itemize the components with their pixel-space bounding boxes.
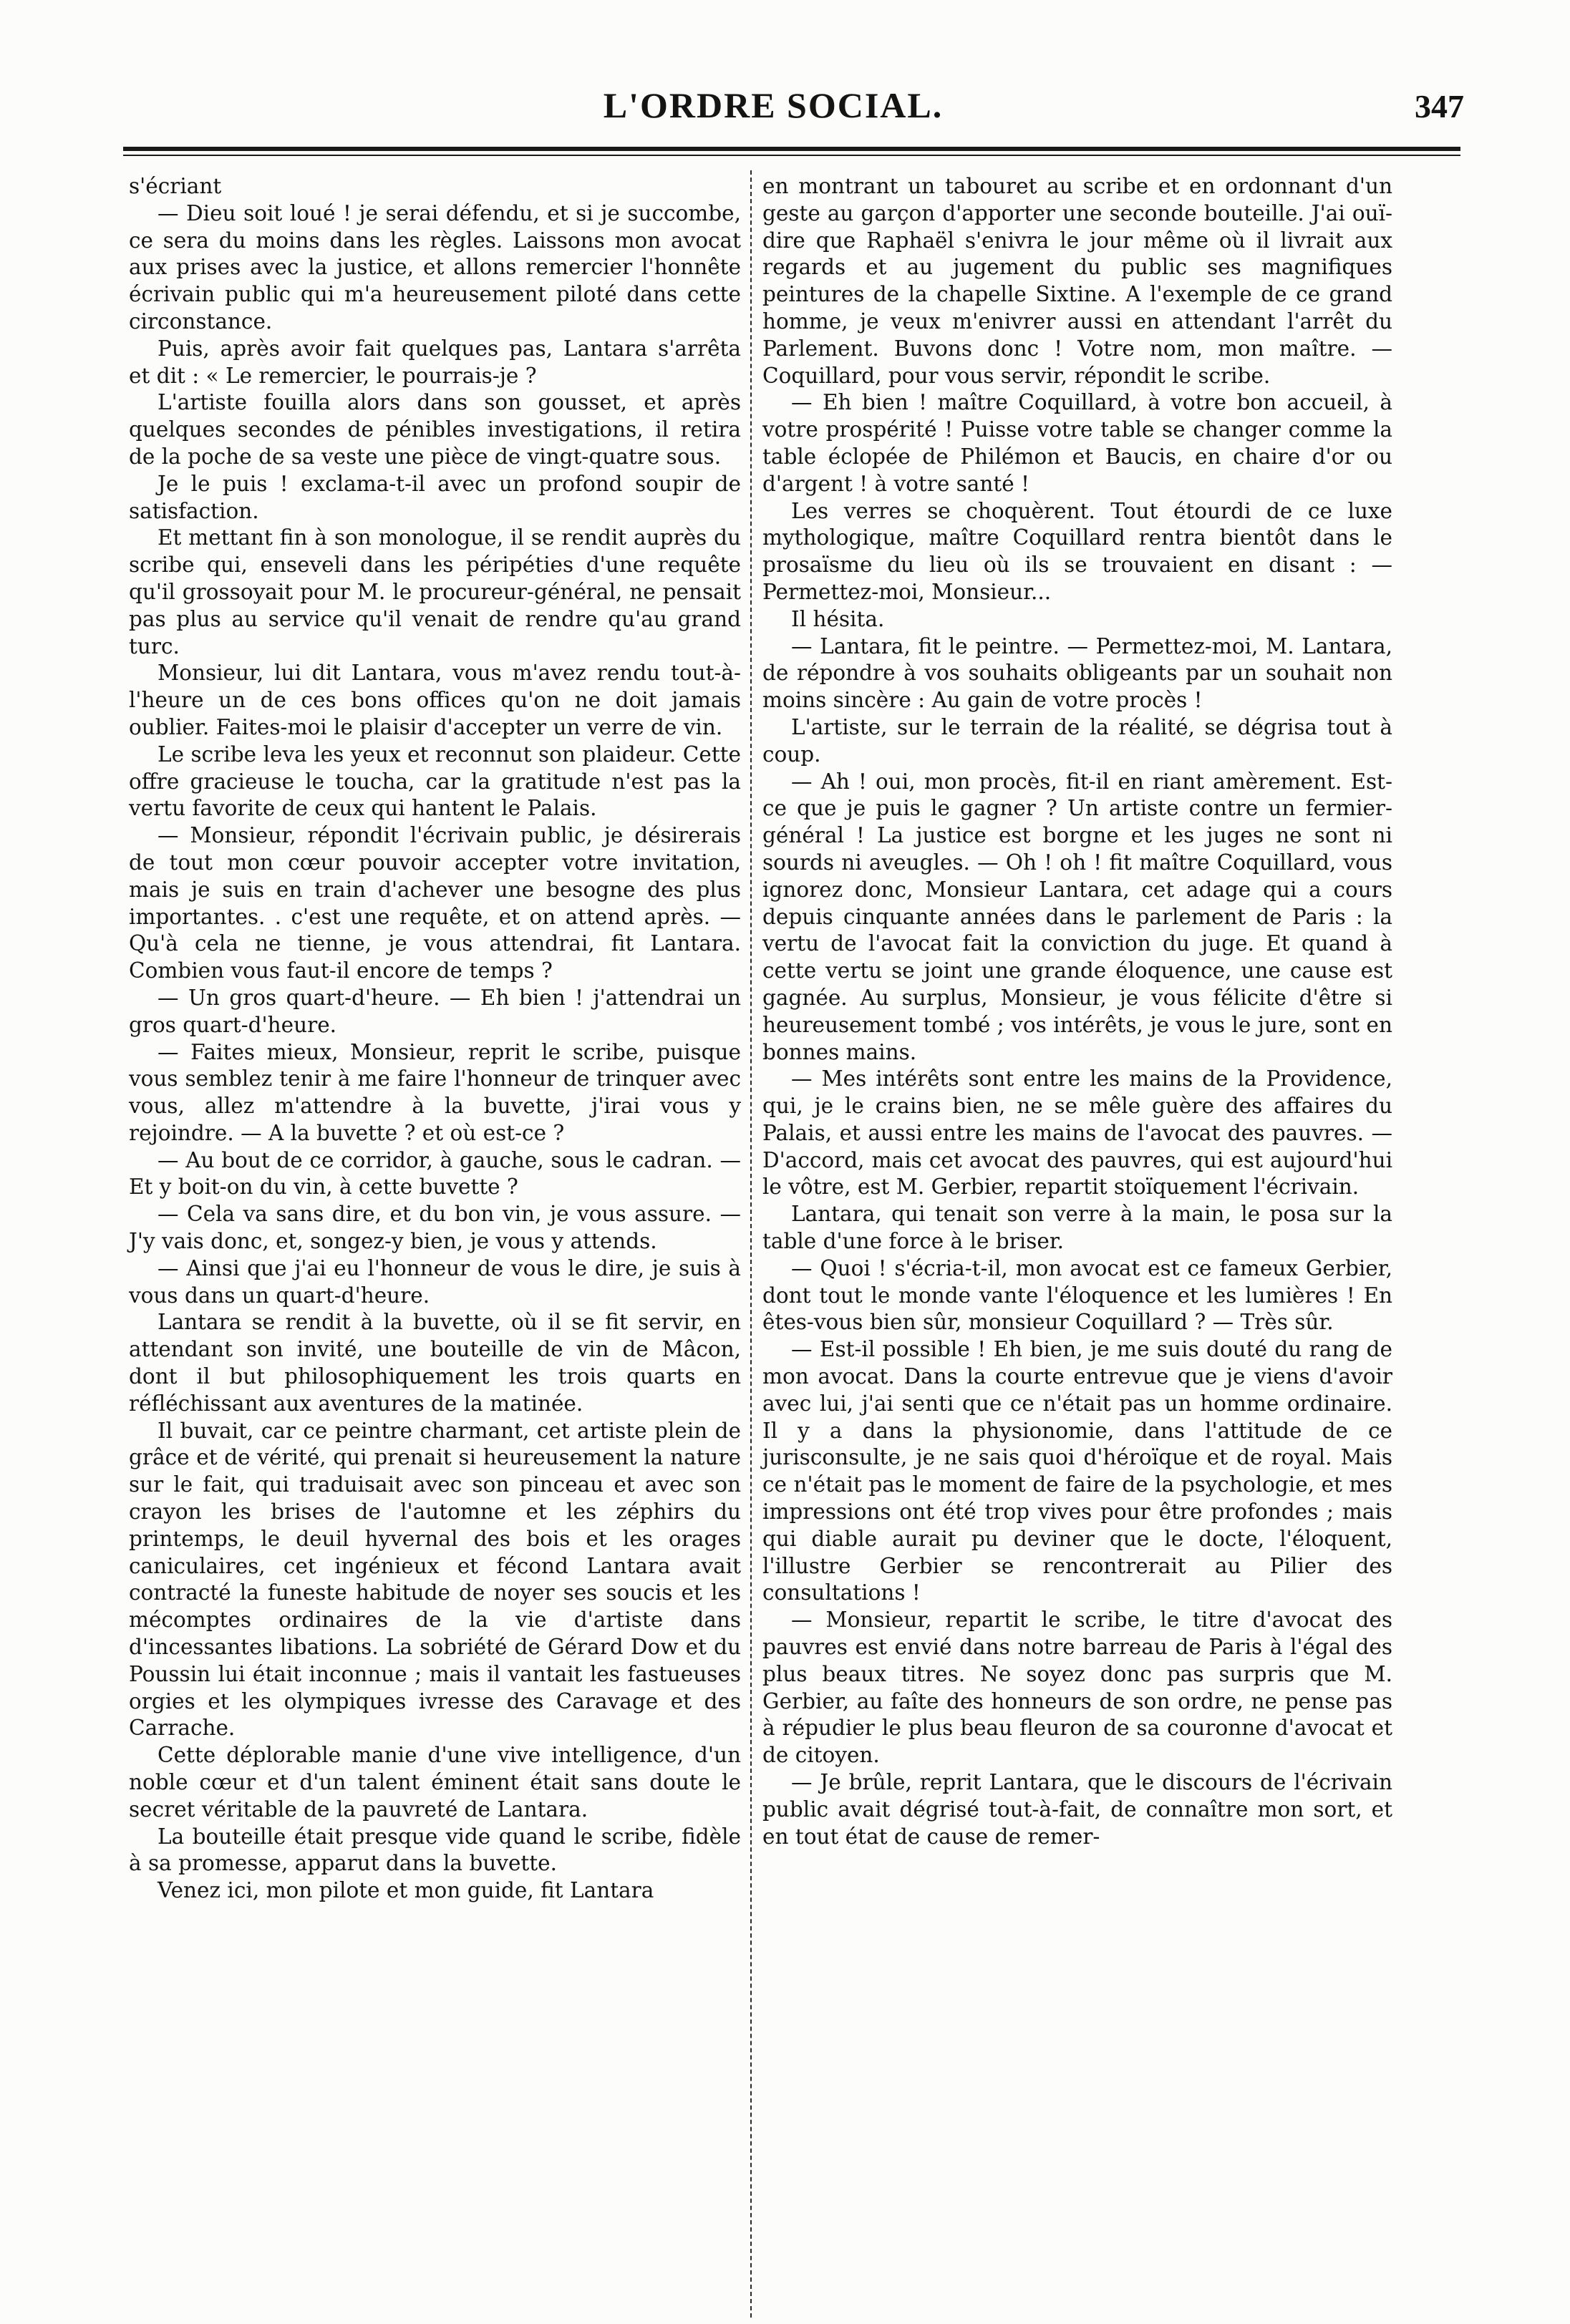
- paragraph: — Au bout de ce corridor, à gauche, sous le cadran. — Et y boit-on du vin, à cette buvette ?: [129, 1147, 741, 1200]
- paragraph: — Monsieur, répondit l'écrivain public, je désirerais de tout mon cœur pouvoir accepter votre invitation, mais je suis en train d'achever une besogne des plus importantes. . c'est une requête, et on attend après. — Qu'à cela ne tienne, je vous attendrai, fit Lantara. Combien vous faut-il encore de temps ?: [129, 823, 741, 983]
- paragraph: L'artiste fouilla alors dans son gousset, et après quelques secondes de pénibles investigations, il retira de la poche de sa veste une pièce de vingt-quatre sous.: [129, 390, 741, 469]
- paragraph: — Cela va sans dire, et du bon vin, je vous assure. — J'y vais donc, et, songez-y bien, je vous y attends.: [129, 1202, 741, 1254]
- paragraph: Il hésita.: [791, 606, 885, 631]
- paragraph: s'écriant: [129, 174, 222, 198]
- paragraph: — Eh bien ! maître Coquillard, à votre bon accueil, à votre prospérité ! Puisse votre table se changer comme la table éclopée de Philémon et Baucis, en chaire d'or ou d'argent ! à votre santé !: [762, 390, 1392, 496]
- paragraph: Je le puis ! exclama-t-il avec un profond soupir de satisfaction.: [129, 471, 741, 523]
- paragraph: — Quoi ! s'écria-t-il, mon avocat est ce fameux Gerbier, dont tout le monde vante l'éloquence et les lumières ! En êtes-vous bien sûr, monsieur Coquillard ? — Très sûr.: [762, 1255, 1392, 1335]
- paragraph: — Je brûle, reprit Lantara, que le discours de l'écrivain public avait dégrisé tout-à-fait, de connaître mon sort, et en tout état de cause de remer-: [762, 1770, 1392, 1849]
- paragraph: Monsieur, lui dit Lantara, vous m'avez rendu tout-à-l'heure un de ces bons offices qu'on ne doit jamais oublier. Faites-moi le plaisir d'accepter un verre de vin.: [129, 661, 741, 739]
- paragraph: Le scribe leva les yeux et reconnut son plaideur. Cette offre gracieuse le toucha, car la gratitude n'est pas la vertu favorite de ceux qui hantent le Palais.: [129, 742, 741, 821]
- paragraph: — Un gros quart-d'heure. — Eh bien ! j'attendrai un gros quart-d'heure.: [129, 985, 741, 1037]
- paragraph: Les verres se choquèrent. Tout étourdi de ce luxe mythologique, maître Coquillard rentra bientôt dans le prosaïsme du lieu où ils se trouvaient en disant : — Permettez-moi, Monsieur...: [762, 498, 1392, 604]
- right-column: [762, 173, 1392, 1850]
- paragraph: Cette déplorable manie d'une vive intelligence, d'un noble cœur et d'un talent éminent était sans doute le secret véritable de la pauvreté de Lantara.: [129, 1743, 741, 1822]
- paragraph: — Ah ! oui, mon procès, fit-il en riant amèrement. Est-ce que je puis le gagner ? Un artiste contre un fermier-général ! La justice est borgne et les juges ne sont ni sourds ni aveugles. — Oh ! oh ! fit maître Coquillard, vous ignorez donc, Monsieur Lantara, cet adage qui a cours depuis cinquante années dans le parlement de Paris : la vertu de l'avocat fait la conviction du juge. Et quand à cette vertu se joint une grande éloquence, une cause est gagnée. Au surplus, Monsieur, je vous félicite d'être si heureusement tombé ; vos intérêts, je vous le jure, sont en bonnes mains.: [762, 769, 1392, 1064]
- header-rule-thin: [123, 155, 1460, 156]
- paragraph: — Dieu soit loué ! je serai défendu, et si je succombe, ce sera du moins dans les règles. Laissons mon avocat aux prises avec la justice, et allons remercier l'honnête écrivain public qui m'a heureusement piloté dans cette circonstance.: [129, 200, 741, 334]
- running-title: L'ORDRE SOCIAL.: [603, 85, 944, 125]
- paragraph: Et mettant fin à son monologue, il se rendit auprès du scribe qui, enseveli dans les péripéties d'une requête qu'il grossoyait pour M. le procureur-général, ne pensait pas plus au service qu'il venait de rendre qu'au grand turc.: [129, 525, 741, 658]
- paragraph: Lantara, qui tenait son verre à la main, le posa sur la table d'une force à le briser.: [762, 1202, 1392, 1254]
- paragraph: — Ainsi que j'ai eu l'honneur de vous le dire, je suis à vous dans un quart-d'heure.: [129, 1255, 741, 1308]
- paragraph: Il buvait, car ce peintre charmant, cet artiste plein de grâce et de vérité, qui prenait si heureusement la nature sur le fait, qui traduisait avec son pinceau et avec son crayon les brises de l'automne et les zéphirs du printemps, le deuil hyvernal des bois et les orages caniculaires, cet ingénieux et fécond Lantara avait contracté la funeste habitude de noyer ses soucis et les mécomptes ordinaires de la vie d'artiste dans d'incessantes libations. La sobriété de Gérard Dow et du Poussin lui était inconnue ; mais il vantait les fastueuses orgies et les olympiques ivresse des Caravage et des Carrache.: [129, 1418, 741, 1741]
- header-rule: [123, 147, 1460, 151]
- paragraph: L'artiste, sur le terrain de la réalité, se dégrisa tout à coup.: [762, 714, 1392, 767]
- paragraph: — Monsieur, repartit le scribe, le titre d'avocat des pauvres est envié dans notre barreau de Paris à l'égal des plus beaux titres. Ne soyez donc pas surpris que M. Gerbier, au faîte des honneurs de son ordre, ne pense pas à répudier le plus beau fleuron de sa couronne d'avocat et de citoyen.: [762, 1608, 1392, 1768]
- paragraph: en montrant un tabouret au scribe et en ordonnant d'un geste au garçon d'apporter une seconde bouteille. J'ai ouï-dire que Raphaël s'enivra le jour même où il livrait aux regards et au jugement du public ses magnifiques peintures de la chapelle Sixtine. A l'exemple de ce grand homme, je veux m'enivrer aussi en attendant l'arrêt du Parlement. Buvons donc ! Votre nom, mon maître. — Coquillard, pour vous servir, répondit le scribe.: [762, 174, 1392, 388]
- paragraph: — Mes intérêts sont entre les mains de la Providence, qui, je le crains bien, ne se mêle guère des affaires du Palais, et aussi entre les mains de l'avocat des pauvres. — D'accord, mais cet avocat des pauvres, qui est aujourd'hui le vôtre, est M. Gerbier, repartit stoïquement l'écrivain.: [762, 1066, 1392, 1200]
- paragraph: Venez ici, mon pilote et mon guide, fit Lantara: [158, 1878, 654, 1903]
- paragraph: Puis, après avoir fait quelques pas, Lantara s'arrêta et dit : « Le remercier, le pourrais-je ?: [129, 336, 741, 388]
- paragraph: — Lantara, fit le peintre. — Permettez-moi, M. Lantara, de répondre à vos souhaits obligeants par un souhait non moins sincère : Au gain de votre procès !: [762, 633, 1392, 713]
- page-number: 347: [1415, 88, 1464, 125]
- paragraph: — Faites mieux, Monsieur, reprit le scribe, puisque vous semblez tenir à me faire l'honneur de trinquer avec vous, allez m'attendre à la buvette, j'irai vous y rejoindre. — A la buvette ? et où est-ce ?: [129, 1039, 741, 1145]
- paragraph: — Est-il possible ! Eh bien, je me suis douté du rang de mon avocat. Dans la courte entrevue que je viens d'avoir avec lui, j'ai senti que ce n'était pas un homme ordinaire. Il y a dans la physionomie, dans l'attitude de ce jurisconsulte, je ne sais quoi d'héroïque et de royal. Mais ce n'était pas le moment de faire de la psychologie, et mes impressions ont été trop vives pour être profondes ; mais qui diable aurait pu deviner que le docte, l'éloquent, l'illustre Gerbier se rencontrerait au Pilier des consultations !: [762, 1337, 1392, 1605]
- paragraph: Lantara se rendit à la buvette, où il se fit servir, en attendant son invité, une bouteille de vin de Mâcon, dont il but philosophiquement les trois quarts en réfléchissant aux aventures de la matinée.: [129, 1310, 741, 1416]
- left-column: [129, 173, 741, 1905]
- column-divider: [750, 170, 752, 2318]
- paragraph: La bouteille était presque vide quand le scribe, fidèle à sa promesse, apparut dans la buvette.: [129, 1824, 741, 1876]
